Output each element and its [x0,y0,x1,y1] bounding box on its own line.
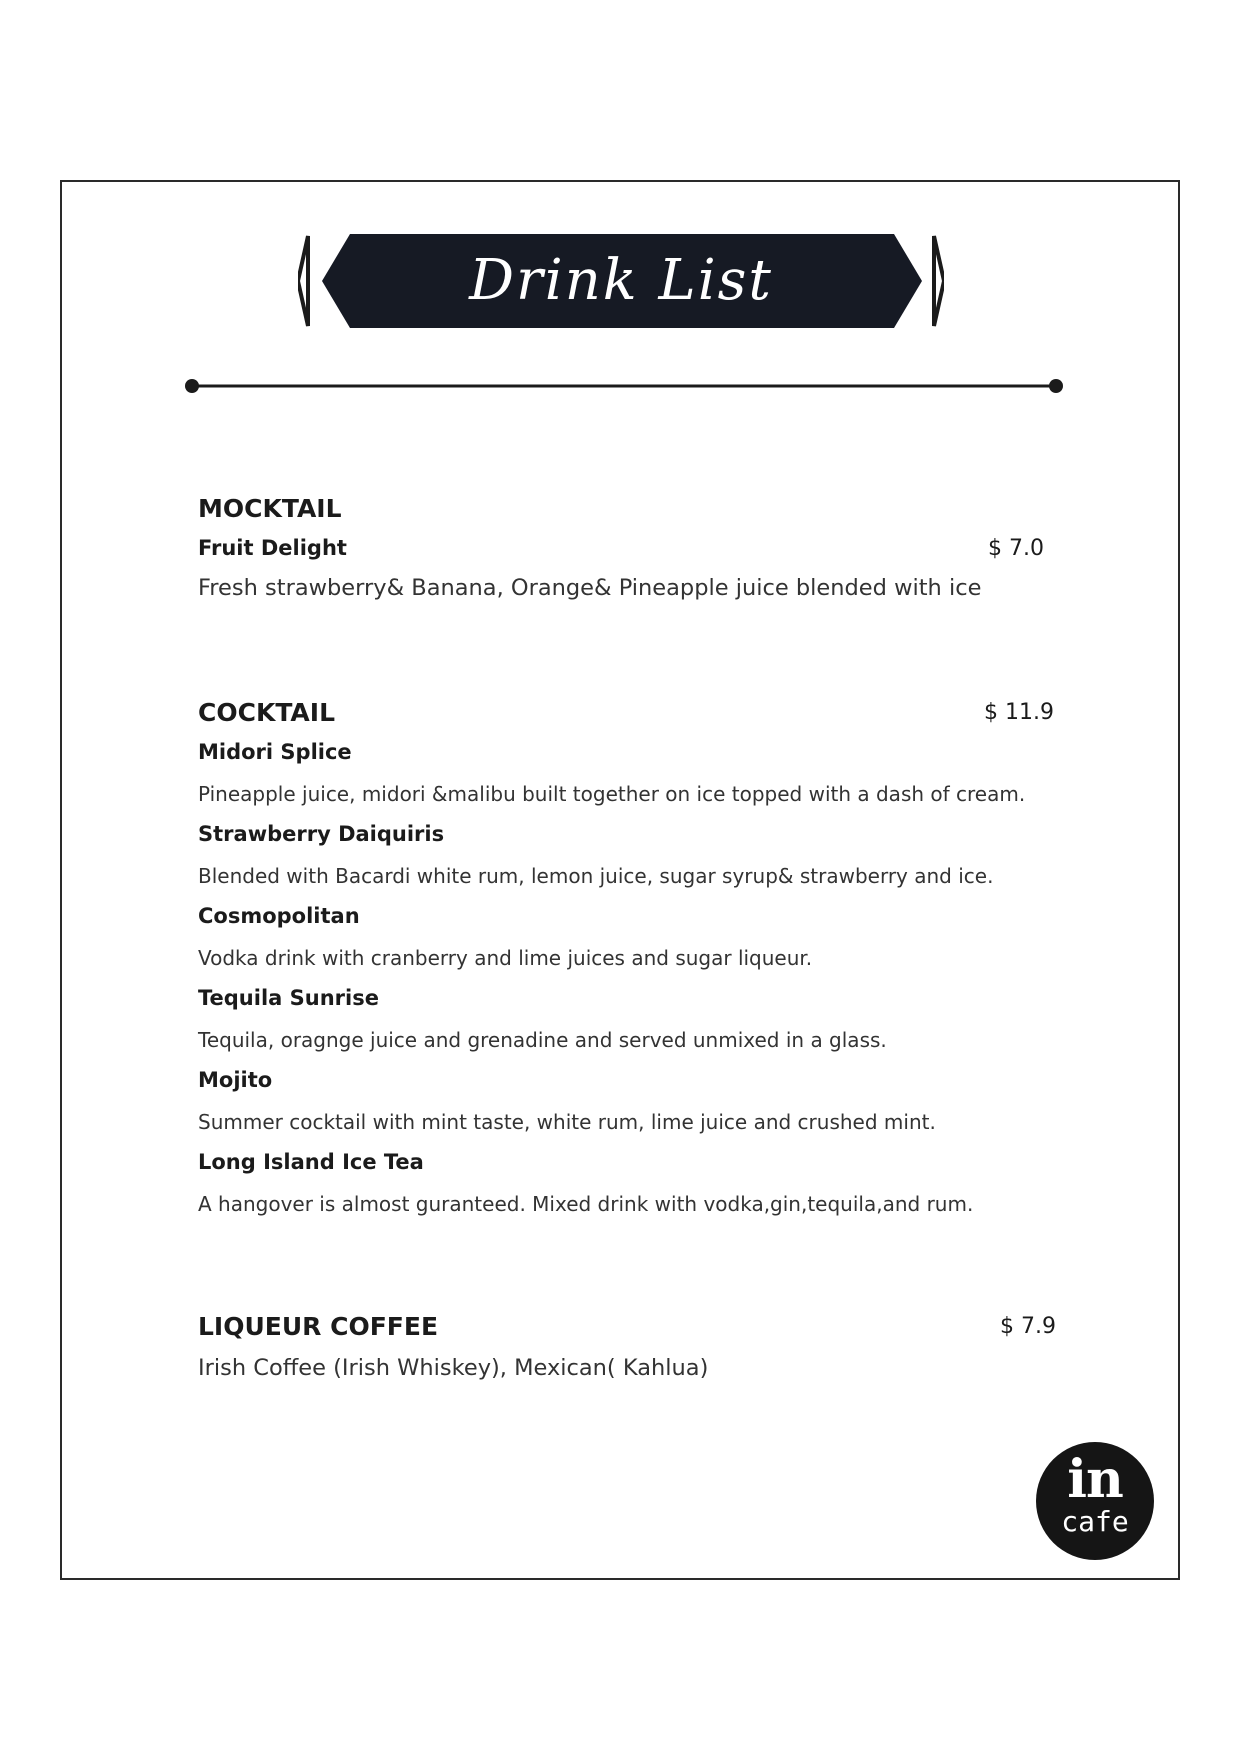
title-divider [184,374,1064,398]
section-price: $ 11.9 [984,700,1054,725]
logo-line-2: cafe [1061,1505,1129,1538]
section-cocktail [198,698,1058,1218]
left-chevron-icon [298,236,308,326]
cafe-logo [1036,1442,1154,1560]
item-price: $ 7.0 [988,536,1044,561]
right-chevron-icon [934,236,944,326]
section-title: LIQUEUR COFFEE [198,1312,439,1341]
section-title: COCKTAIL [198,698,336,727]
item-description: Fresh strawberry& Banana, Orange& Pineapple juice blended with ice [198,575,982,601]
item-description: Summer cocktail with mint taste, white rum, lime juice and crushed mint. [198,1110,936,1134]
item-name: Fruit Delight [198,536,347,560]
item-description: A hangover is almost guranteed. Mixed drink with vodka,gin,tequila,and rum. [198,1192,974,1216]
section-liqueur-coffee [198,1312,1058,1392]
item-name: Strawberry Daiquiris [198,822,445,846]
item-name: Midori Splice [198,740,352,764]
item-name: Long Island Ice Tea [198,1150,424,1174]
item-name: Tequila Sunrise [198,986,379,1010]
title-banner [298,228,944,334]
item-name: Cosmopolitan [198,904,360,928]
item-description: Pineapple juice, midori &malibu built together on ice topped with a dash of cream. [198,782,1026,806]
item-description: Vodka drink with cranberry and lime juices and sugar liqueur. [198,946,813,970]
page-title: Drink List [469,247,773,313]
section-price: $ 7.9 [1000,1314,1056,1339]
section-mocktail [198,494,1044,614]
item-description: Blended with Bacardi white rum, lemon juice, sugar syrup& strawberry and ice. [198,864,994,888]
item-description: Tequila, oragnge juice and grenadine and served unmixed in a glass. [198,1028,887,1052]
item-name: Mojito [198,1068,273,1092]
logo-line-1: in [1067,1449,1123,1510]
section-title: MOCKTAIL [198,494,342,523]
item-description: Irish Coffee (Irish Whiskey), Mexican( Kahlua) [198,1355,709,1381]
